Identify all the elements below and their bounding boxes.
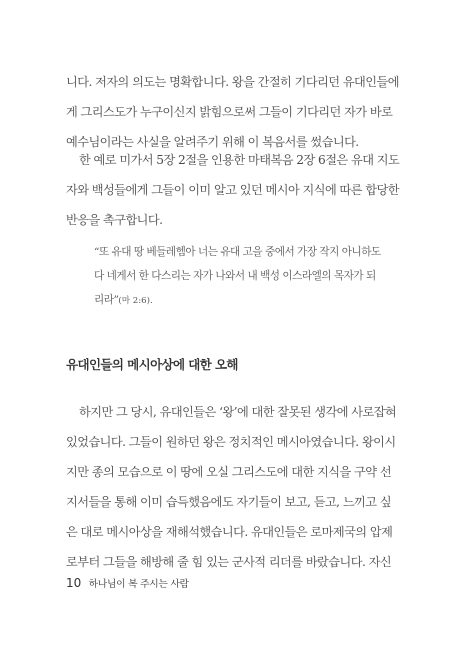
page-number: 10 [66, 576, 82, 590]
scripture-quote [94, 240, 384, 312]
text-line: 게 그리스도가 누구이신지 밝힘으로써 그들이 기다리던 자가 바로 [66, 105, 393, 119]
text-line: 하지만 그 당시, 유대인들은 ‘왕’에 대한 잘못된 생각에 사로잡혀 [79, 405, 397, 419]
text-line: 반응을 촉구합니다. [66, 213, 163, 227]
text-line: 은 대로 메시아상을 재해석했습니다. 유대인들은 로마제국의 압제 [66, 525, 393, 539]
quote-line: 다 네게서 한 다스리는 자가 나와서 내 백성 이스라엘의 목자가 되 [94, 270, 376, 282]
section-heading: 유대인들의 메시아상에 대한 오해 [66, 357, 238, 372]
paragraph-1 [66, 67, 399, 157]
text-line: 예수님이라는 사실을 알려주기 위해 이 복음서를 썼습니다. [66, 135, 359, 149]
text-line: 자와 백성들에게 그들이 이미 알고 있던 메시아 지식에 따른 합당한 [66, 183, 399, 197]
scripture-reference: (마 2:6). [118, 296, 153, 306]
text-line: 로부터 그들을 해방해 줄 힘 있는 군사적 리더를 바랐습니다. 자신 [66, 555, 392, 569]
running-book-title: 하나님이 복 주시는 사람 [88, 579, 189, 590]
quote-line [94, 288, 384, 312]
text-line: 한 예로 미가서 5장 2절을 인용한 마태복음 2장 6절은 유대 지도 [79, 153, 400, 167]
paragraph-3 [66, 397, 397, 577]
text-line: 니다. 저자의 의도는 명확합니다. 왕을 간절히 기다리던 유대인들에 [66, 75, 399, 89]
paragraph-2 [66, 145, 400, 235]
quote-last-line: 리라” [94, 294, 119, 306]
text-line: 지만 종의 모습으로 이 땅에 오실 그리스도에 대한 지식을 구약 선 [66, 465, 392, 479]
text-line: 지서들을 통해 이미 습득했음에도 자기들이 보고, 듣고, 느끼고 싶 [66, 495, 392, 509]
page-footer [66, 576, 189, 590]
text-line: 있었습니다. 그들이 원하던 왕은 정치적인 메시아였습니다. 왕이시 [66, 435, 396, 449]
quote-line: “또 유대 땅 베들레헴아 너는 유대 고을 중에서 가장 작지 아니하도 [94, 246, 381, 258]
